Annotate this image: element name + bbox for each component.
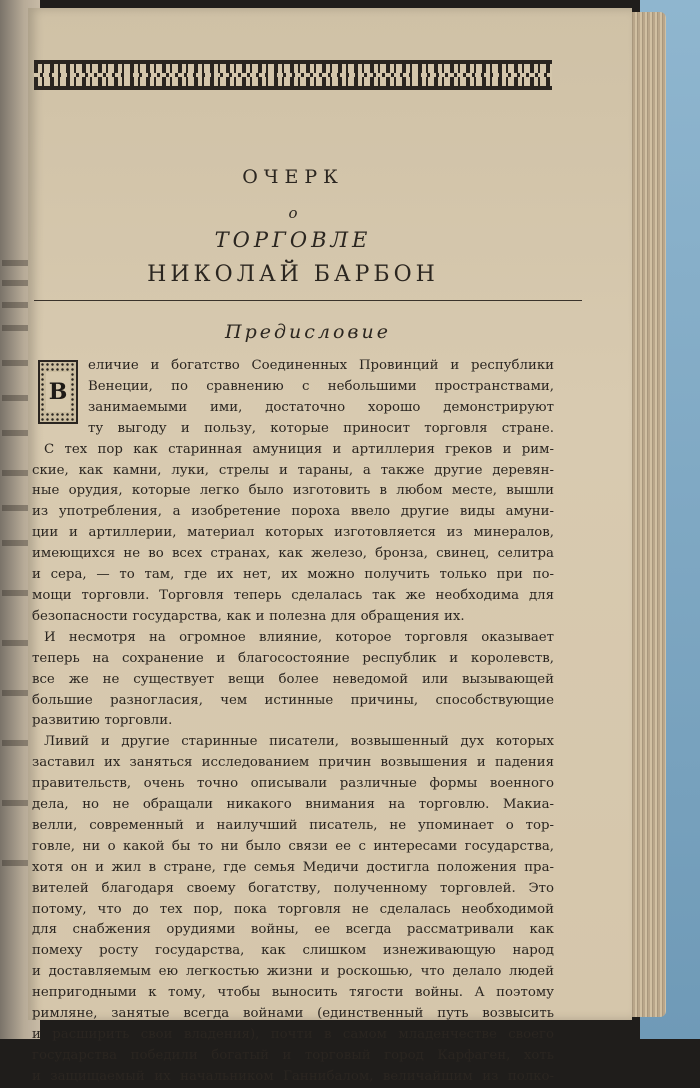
text-line: непригодными к тому, чтобы выносить тягости войны. А поэтому [32,985,554,1001]
text-line: ские, как камни, луки, стрелы и тараны, а также другие деревян- [32,462,554,478]
text-line: из употребления, а изобретение пороха ввело другие виды амуни- [32,504,554,520]
text-line: правительств, очень точно описывали различные формы военного [32,776,554,792]
text-line: С тех пор как старинная амуниция и артиллерия греков и рим- [44,441,554,457]
text-line: большие разногласия, чем истинные причины, способствующие [32,692,554,708]
text-line: велли, современный и наилучший писатель, не упоминает о тор- [32,817,554,833]
ornament-band [34,60,552,90]
text-line: помеху росту государства, как слишком изнеживающую народ [32,943,554,959]
text-line: теперь на сохранение и благосостояние республик и королевств, [32,650,554,666]
body-text [32,356,554,1088]
book-page [28,8,632,1084]
text-line: государства победили богатый и торговый город Карфаген, хоть [32,1047,554,1063]
text-line: безопасности государства, как и полезна для обращения их. [32,608,465,624]
text-line: дела, но не обращали никакого внимания на торговлю. Макиа- [32,797,554,813]
text-line: римляне, занятые всегда войнами (единственный путь возвысить [32,1006,554,1022]
text-line: и доставляемым ею легкостью жизни и роскошью, что делало людей [32,964,554,980]
text-line: все же не существует вещи более неведомой или вызывающей [32,671,554,687]
heading-author: НИКОЛАЙ БАРБОН [147,262,439,287]
text-line: и расширить свои владения), почти в самом младенчестве своего [32,1027,554,1042]
text-line: ту выгоду и пользу, которые приносит торговля стране. [88,420,554,436]
text-line: имеющихся не во всех странах, как железо, бронза, свинец, селитра [32,546,554,562]
text-line: мощи торговли. Торговля теперь сделалась так же необходима для [32,587,554,603]
heading-torgovle: ТОРГОВЛЕ [214,228,372,252]
text-line: развитию торговли. [32,713,173,729]
text-line: вителей благодаря своему богатству, полученному торговлей. Это [32,880,554,896]
text-line: еличие и богатство Соединенных Провинций и республики [88,358,554,373]
divider-rule [34,300,582,301]
text-line: занимаемыми ими, достаточно хорошо демонстрируют [88,399,554,415]
text-line: Венеции, по сравнению с небольшими пространствами, [88,378,554,394]
text-line: и сера, — то там, где их нет, их можно получить только при по- [32,567,554,583]
preface-title: Предисловие [225,321,391,343]
text-line: говле, ни о какой бы то ни было связи ее с интересами государства, [32,838,554,854]
dropcap-letter: В [46,372,70,412]
text-line: потому, что до тех пор, пока торговля не сделалась необходимой [32,901,554,917]
text-line: ции и артиллерии, материал которых изготовляется из минералов, [32,525,554,541]
text-line: И несмотря на огромное влияние, которое торговля оказывает [44,629,554,645]
text-line: Ливий и другие старинные писатели, возвышенный дух которых [44,734,554,750]
text-line: хотя он и жил в стране, где семья Медичи достигла положения пра- [32,859,554,875]
text-line: ные орудия, которые легко было изготовить в любом месте, вышли [32,483,554,499]
text-line: и защищаемый их начальником Ганнибалом, величайшим из полко- [32,1068,554,1084]
heading-o: о [288,204,298,222]
heading-ocherk: ОЧЕРК [242,166,344,188]
text-line: заставил их заняться исследованием причин возвышения и падения [32,755,554,771]
text-line: для снабжения орудиями войны, ее всегда рассматривали как [32,922,554,938]
